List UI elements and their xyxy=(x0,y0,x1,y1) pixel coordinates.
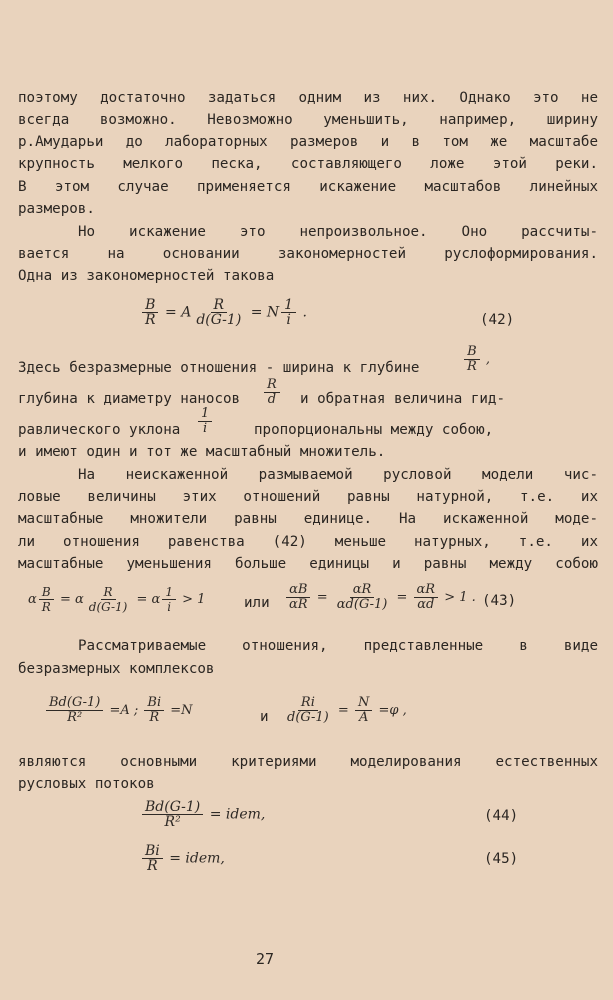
text-line: и обратная величина гид- xyxy=(300,391,505,407)
text-line: всегда возможно. Невозможно уменьшить, например, ширину xyxy=(18,112,598,128)
text-line: размеров. xyxy=(18,201,95,217)
text-line: являются основными критериями моделирования естественных xyxy=(18,754,598,770)
text-line: равлического уклона xyxy=(18,422,181,438)
text-line: русловых потоков xyxy=(18,776,155,792)
text-line: ловые величины этих отношений равны натурной, т.е. их xyxy=(18,489,598,505)
equation-44: $\frac{Bd(G-1)}{\text{R²}}$ = idem, xyxy=(140,800,265,829)
text-line: пропорциональны между собою, xyxy=(254,422,494,438)
inline-fraction-R-d: $\frac{R}{d}$ xyxy=(262,378,282,407)
page-number: 27 xyxy=(256,950,275,968)
equation-45: $\frac{Bi}{R}$ = idem, xyxy=(140,844,225,873)
text-line: Но искажение это непроизвольное. Оно рассчиты- xyxy=(78,224,598,240)
text-line: ли отношения равенства (42) меньше натурных, т.е. их xyxy=(18,534,598,550)
text-line: вается на основании закономерностей руслоформирования. xyxy=(18,246,598,262)
text-line: р.Амударьи до лабораторных размеров и в том же масштабе xyxy=(18,134,598,150)
equation-number-44: (44) xyxy=(484,808,519,824)
equation-number-45: (45) xyxy=(484,851,519,867)
text-line: масштабные множители равны единице. На искаженной моде- xyxy=(18,511,598,527)
text-line: глубина к диаметру наносов xyxy=(18,391,241,407)
text-line: безразмерных комплексов xyxy=(18,661,215,677)
text-line: или xyxy=(244,595,270,611)
text-line: Здесь безразмерные отношения - ширина к глубине xyxy=(18,360,420,376)
inline-fraction-B-R: $\frac{B}{R}$ , xyxy=(462,345,490,374)
equation-number-42: (42) xyxy=(480,312,515,328)
equation-43-right: $\frac{\alpha B}{\alpha R}$ = $\frac{\alpha R}{\alpha d(G-1)}$ = $\frac{\alpha R}{\alpha d}$ > 1 . xyxy=(284,583,476,612)
text-line: масштабные уменьшения больше единицы и равны между собою xyxy=(18,556,598,572)
text-line: На неискаженной размываемой русловой модели чис- xyxy=(78,467,598,483)
text-line: Одна из закономерностей такова xyxy=(18,268,275,284)
text-line: и имеют один и тот же масштабный множитель. xyxy=(18,444,386,460)
equation-complexes-right: $\frac{Ri}{d(G-1)}$ = $\frac{N}{A}$ =φ , xyxy=(287,695,407,725)
equation-42: $\frac{B}{R}$ = A $\frac{R}{d(G-1)}$ = N $\frac{1}{i}$ . xyxy=(140,298,307,327)
text-line: В этом случае применяется искажение масштабов линейных xyxy=(18,179,598,195)
equation-43-left: α $\frac{B}{R}$ = α $\frac{R}{d(G-1)}$ = α $\frac{1}{i}$ > 1 xyxy=(28,585,206,614)
inline-fraction-1-i: $\frac{1}{i}$ xyxy=(196,407,214,436)
equation-number-43: (43) xyxy=(482,593,517,609)
text-line: крупность мелкого песка, составляющего ложе этой реки. xyxy=(18,156,598,172)
text-line: и xyxy=(260,709,269,725)
text-line: Рассматриваемые отношения, представленные в виде xyxy=(78,638,598,654)
text-line: поэтому достаточно задаться одним из них. Однако это не xyxy=(18,90,598,106)
equation-complexes: $\frac{Bd(G-1)}{\text{R²}}$ =A ; $\frac{Bi}{R}$ =N xyxy=(44,696,193,725)
